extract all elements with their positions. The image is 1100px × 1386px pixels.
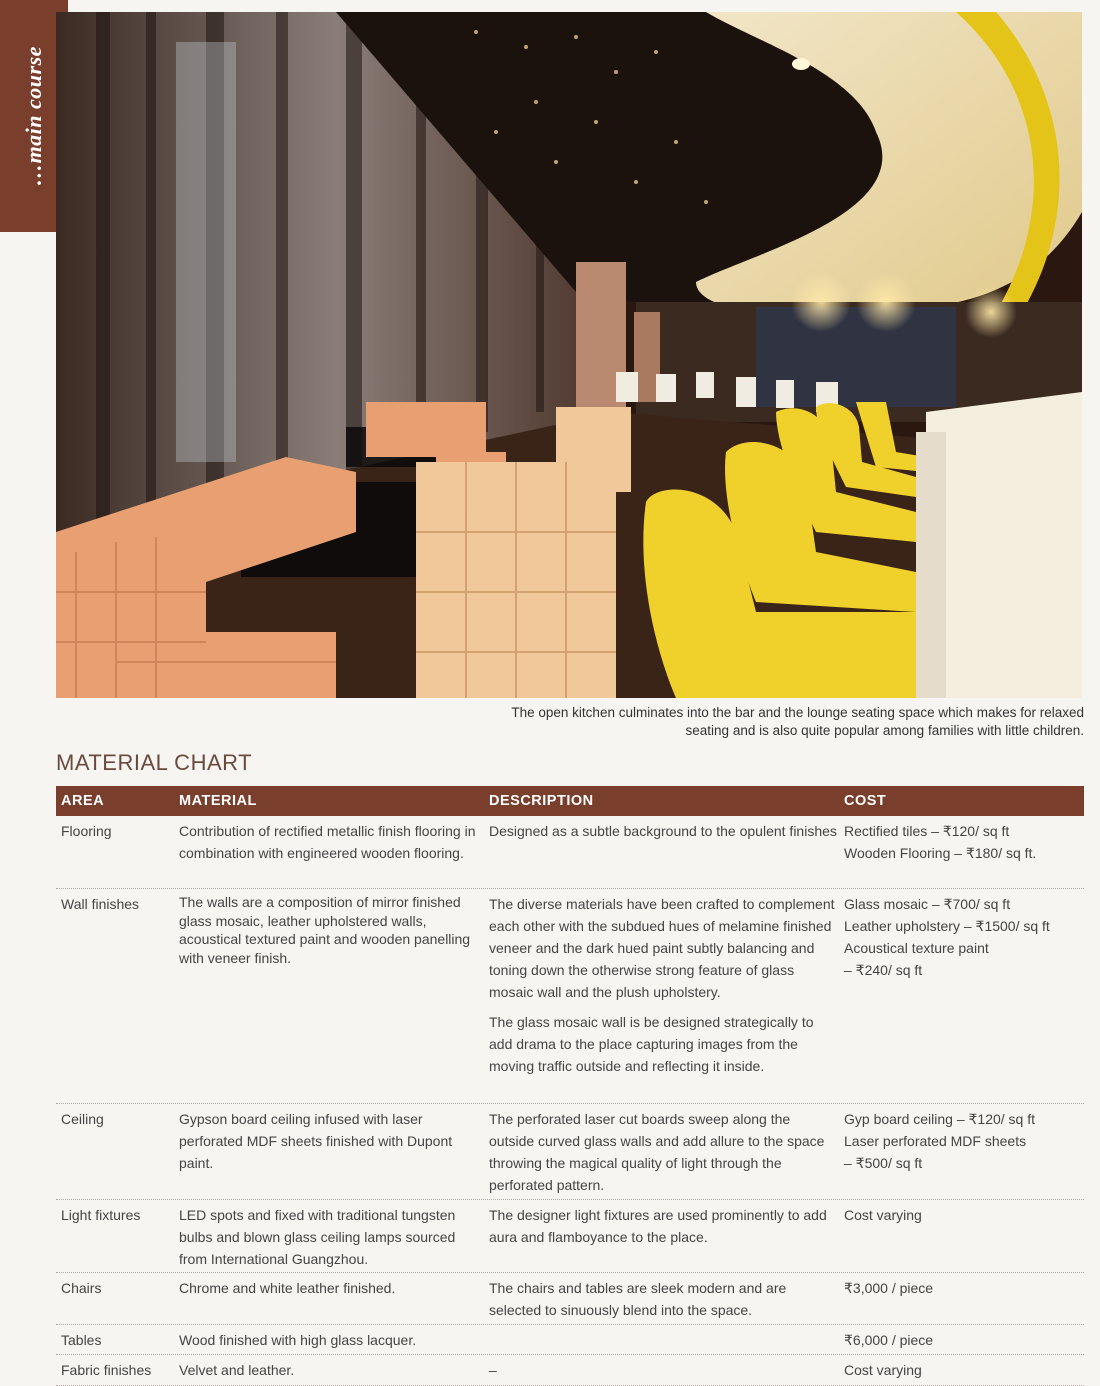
area-cell: Wall finishes	[61, 896, 140, 912]
section-tab-label: …main course	[21, 46, 47, 186]
material-chart-title: MATERIAL CHART	[56, 750, 253, 775]
cost-cell	[839, 1273, 1084, 1324]
cost-line: ₹3,000 / piece	[844, 1280, 934, 1296]
area-cell: Light fixtures	[61, 1207, 141, 1223]
cost-cell	[839, 1325, 1084, 1354]
description-cell	[484, 1200, 839, 1272]
description-text: –	[489, 1362, 497, 1378]
cost-line: – ₹500/ sq ft	[844, 1155, 923, 1171]
material-cell: Gypson board ceiling infused with laser perforated MDF sheets finished with Dupont paint.	[179, 1111, 453, 1171]
cost-line: Rectified tiles – ₹120/ sq ft	[844, 823, 1010, 839]
material-cell: Velvet and leather.	[179, 1362, 295, 1378]
cost-cell	[839, 816, 1084, 888]
cost-line: Cost varying	[844, 1362, 922, 1378]
description-cell	[484, 889, 839, 1103]
description-cell	[484, 1355, 839, 1385]
description-cell	[484, 1104, 839, 1199]
cost-line: Laser perforated MDF sheets	[844, 1133, 1027, 1149]
description-text: The glass mosaic wall is be designed strategically to add drama to the place capturing images from the moving traffic outside and reflecting it inside.	[489, 1014, 814, 1074]
cost-cell	[839, 889, 1084, 1103]
area-cell: Tables	[61, 1332, 102, 1348]
description-cell	[484, 1325, 839, 1354]
description-text: The perforated laser cut boards sweep along the outside curved glass walls and add allure to the space throwing the magical quality of light through the perforated pattern.	[489, 1111, 825, 1193]
table-row	[56, 1355, 1084, 1386]
header-cost: COST	[844, 793, 887, 809]
material-cell: Chrome and white leather finished.	[179, 1280, 396, 1296]
material-chart	[56, 786, 1084, 1386]
restaurant-photo	[56, 12, 1082, 698]
material-cell: LED spots and fixed with traditional tungsten bulbs and blown glass ceiling lamps sourced from International Guangzhou.	[179, 1207, 456, 1267]
restaurant-interior-illustration	[56, 12, 1082, 698]
header-material: MATERIAL	[179, 793, 257, 809]
description-text: Designed as a subtle background to the opulent finishes	[489, 823, 837, 839]
table-row	[56, 889, 1084, 1104]
table-row	[56, 1273, 1084, 1325]
material-cell: The walls are a composition of mirror finished glass mosaic, leather upholstered walls, acoustical textured paint and wooden panelling with veneer finish.	[179, 894, 471, 966]
chart-header-row	[56, 786, 1084, 816]
material-cell: Wood finished with high glass lacquer.	[179, 1332, 417, 1348]
cost-cell	[839, 1104, 1084, 1199]
cost-line: Cost varying	[844, 1207, 922, 1223]
cost-line: Acoustical texture paint	[844, 940, 989, 956]
table-row	[56, 1325, 1084, 1355]
description-cell	[484, 1273, 839, 1324]
cost-line: – ₹240/ sq ft	[844, 962, 923, 978]
area-cell: Flooring	[61, 823, 112, 839]
header-area: AREA	[61, 793, 105, 809]
table-row	[56, 1104, 1084, 1200]
description-cell	[484, 816, 839, 888]
cost-cell	[839, 1200, 1084, 1272]
cost-line: ₹6,000 / piece	[844, 1332, 934, 1348]
cost-line: Gyp board ceiling – ₹120/ sq ft	[844, 1111, 1036, 1127]
description-text: The designer light fixtures are used prominently to add aura and flamboyance to the place.	[489, 1207, 827, 1245]
table-row	[56, 816, 1084, 889]
area-cell: Chairs	[61, 1280, 102, 1296]
table-row	[56, 1200, 1084, 1273]
cost-line: Leather upholstery – ₹1500/ sq ft	[844, 918, 1050, 934]
cost-cell	[839, 1355, 1084, 1385]
photo-caption: The open kitchen culminates into the bar and the lounge seating space which makes for relaxed seating and is also quite popular among families with little children.	[511, 705, 1084, 738]
header-description: DESCRIPTION	[489, 793, 594, 809]
area-cell: Fabric finishes	[61, 1362, 152, 1378]
cost-line: Wooden Flooring – ₹180/ sq ft.	[844, 845, 1037, 861]
material-cell: Contribution of rectified metallic finish flooring in combination with engineered wooden flooring.	[179, 823, 476, 861]
description-text: The chairs and tables are sleek modern and are selected to sinuously blend into the space.	[489, 1280, 787, 1318]
description-text: The diverse materials have been crafted to complement each other with the subdued hues of melamine finished veneer and the dark hued paint subtly balancing and toning down the otherwise strong feature of glass mosaic wall and the plush upholstery.	[489, 896, 835, 1000]
area-cell: Ceiling	[61, 1111, 104, 1127]
cost-line: Glass mosaic – ₹700/ sq ft	[844, 896, 1011, 912]
